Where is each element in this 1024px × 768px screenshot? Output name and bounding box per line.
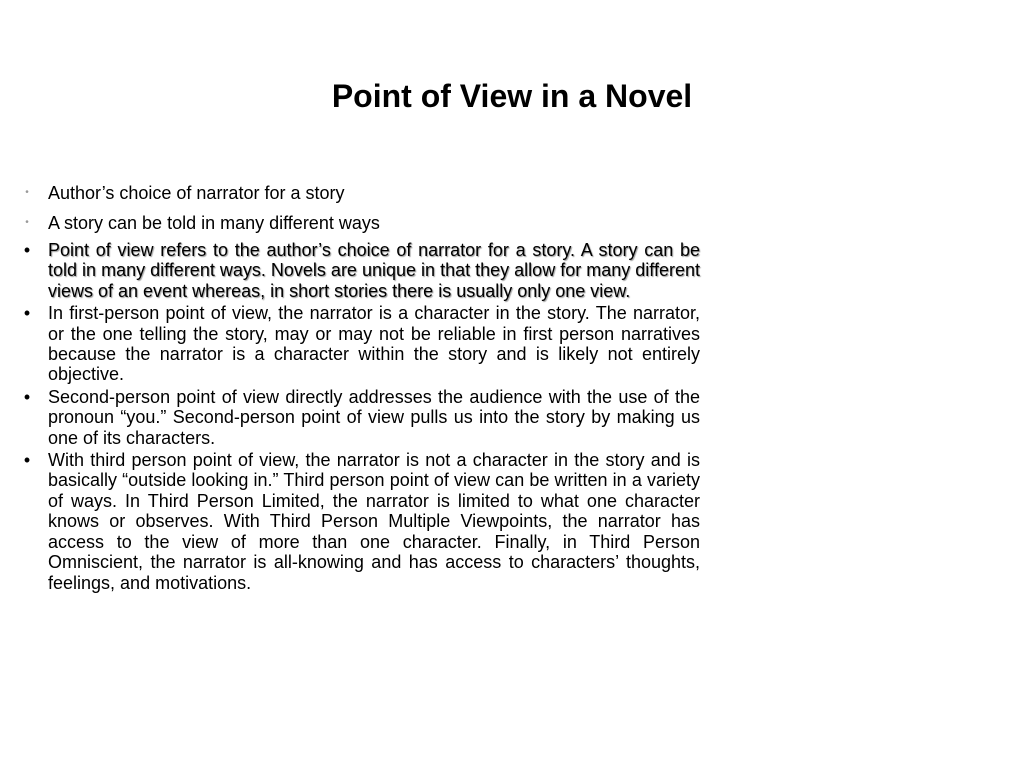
slide-title: Point of View in a Novel	[331, 78, 693, 114]
bullet-text: A story can be told in many different ways	[48, 213, 380, 233]
bullet-item	[6, 210, 700, 236]
bullet-marker: •	[23, 386, 31, 407]
bullet-marker: •	[25, 217, 29, 228]
bullet-marker: •	[25, 187, 29, 198]
bullet-text: Second-person point of view directly addresses the audience with the use of the pronoun “you.” Second-person point of view pulls us into the story by making us one of its characters.	[48, 386, 700, 448]
bullet-item	[6, 180, 700, 206]
bullet-item	[6, 450, 700, 593]
bullet-text: Point of view refers to the author’s choice of narrator for a story. A story can be told in many different ways. Novels are unique in that they allow for many different views of an event whereas, in short stories there is usually only one view.	[48, 240, 700, 301]
bullet-item	[6, 240, 700, 301]
bullet-text: Author’s choice of narrator for a story	[48, 183, 345, 203]
bullet-text: In first-person point of view, the narrator is a character in the story. The narrator, or the one telling the story, may or may not be reliable in first person narratives because the narrator is a character within the story and is likely not entirely objective.	[48, 303, 700, 385]
bullet-list	[6, 180, 700, 595]
bullet-item	[6, 303, 700, 385]
bullet-marker: •	[23, 450, 31, 471]
bullet-marker: •	[23, 240, 31, 260]
bullet-item	[6, 387, 700, 448]
bullet-text: With third person point of view, the narrator is not a character in the story and is basically “outside looking in.” Third person point of view can be written in a variety of ways. In Third Person Limited, the narrator is limited to what one character knows or observes. With Third Person Multiple Viewpoints, the narrator has access to the view of more than one character. Finally, in Third Person Omniscient, the narrator is all-knowing and has access to characters’ thoughts, feelings, and motivations.	[48, 450, 700, 593]
bullet-marker: •	[23, 303, 31, 324]
